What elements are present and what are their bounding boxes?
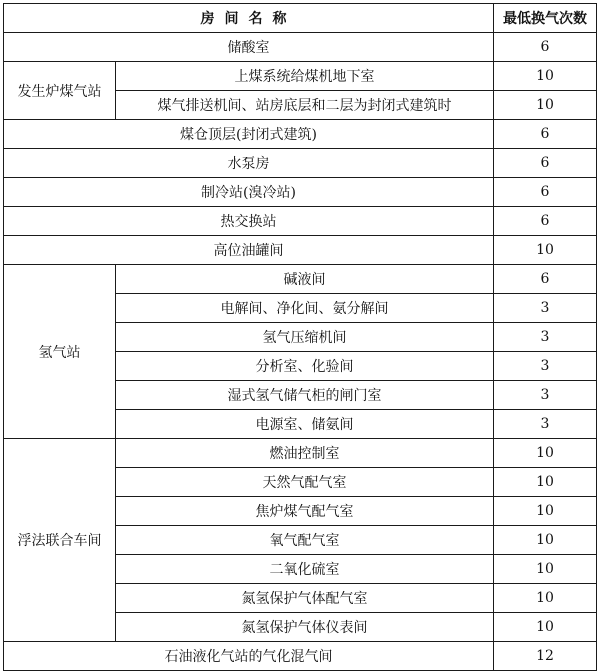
table-row — [4, 149, 597, 178]
air-changes-cell: 6 — [494, 178, 597, 207]
room-name-cell: 氮氢保护气体仪表间 — [116, 613, 494, 642]
air-changes-cell: 12 — [494, 642, 597, 671]
air-changes-cell: 10 — [494, 236, 597, 265]
air-changes-cell: 10 — [494, 613, 597, 642]
room-name-cell: 分析室、化验间 — [116, 352, 494, 381]
room-name-cell: 储酸室 — [4, 33, 494, 62]
room-name-cell: 上煤系统给煤机地下室 — [116, 62, 494, 91]
room-name-cell: 水泵房 — [4, 149, 494, 178]
air-changes-cell: 10 — [494, 497, 597, 526]
air-changes-cell: 6 — [494, 265, 597, 294]
room-name-cell: 氮氢保护气体配气室 — [116, 584, 494, 613]
table-row — [4, 207, 597, 236]
header-room-name: 房间名称 — [4, 4, 494, 33]
group-cell: 氢气站 — [4, 265, 116, 439]
room-name-cell: 煤气排送机间、站房底层和二层为封闭式建筑时 — [116, 91, 494, 120]
air-changes-cell: 10 — [494, 439, 597, 468]
air-changes-cell: 3 — [494, 323, 597, 352]
table-row — [4, 120, 597, 149]
air-changes-cell: 10 — [494, 62, 597, 91]
room-name-cell: 天然气配气室 — [116, 468, 494, 497]
room-name-cell: 氢气压缩机间 — [116, 323, 494, 352]
air-changes-cell: 6 — [494, 207, 597, 236]
air-changes-cell: 3 — [494, 381, 597, 410]
table-row — [4, 62, 597, 91]
air-changes-cell: 6 — [494, 33, 597, 62]
air-changes-cell: 10 — [494, 91, 597, 120]
air-changes-cell: 10 — [494, 555, 597, 584]
room-name-cell: 湿式氢气储气柜的闸门室 — [116, 381, 494, 410]
room-name-cell: 焦炉煤气配气室 — [116, 497, 494, 526]
table-row — [4, 236, 597, 265]
header-min-air-changes: 最低换气次数 — [494, 4, 597, 33]
room-name-cell: 石油液化气站的气化混气间 — [4, 642, 494, 671]
table-row — [4, 33, 597, 62]
room-name-cell: 氧气配气室 — [116, 526, 494, 555]
group-cell: 发生炉煤气站 — [4, 62, 116, 120]
room-name-cell: 热交换站 — [4, 207, 494, 236]
group-cell: 浮法联合车间 — [4, 439, 116, 642]
air-changes-cell: 10 — [494, 584, 597, 613]
room-name-cell: 二氧化硫室 — [116, 555, 494, 584]
air-changes-cell: 10 — [494, 526, 597, 555]
air-changes-cell: 3 — [494, 410, 597, 439]
table-row — [4, 642, 597, 671]
table-row — [4, 178, 597, 207]
air-change-table — [3, 3, 597, 671]
room-name-cell: 燃油控制室 — [116, 439, 494, 468]
room-name-cell: 碱液间 — [116, 265, 494, 294]
table-row — [4, 265, 597, 294]
air-changes-cell: 3 — [494, 294, 597, 323]
air-changes-cell: 6 — [494, 120, 597, 149]
room-name-cell: 高位油罐间 — [4, 236, 494, 265]
air-changes-cell: 10 — [494, 468, 597, 497]
room-name-cell: 电源室、储氨间 — [116, 410, 494, 439]
table-row — [4, 439, 597, 468]
room-name-cell: 电解间、净化间、氨分解间 — [116, 294, 494, 323]
room-name-cell: 制冷站(溴冷站) — [4, 178, 494, 207]
table-header-row — [4, 4, 597, 33]
room-name-cell: 煤仓顶层(封闭式建筑) — [4, 120, 494, 149]
air-changes-cell: 3 — [494, 352, 597, 381]
air-changes-cell: 6 — [494, 149, 597, 178]
